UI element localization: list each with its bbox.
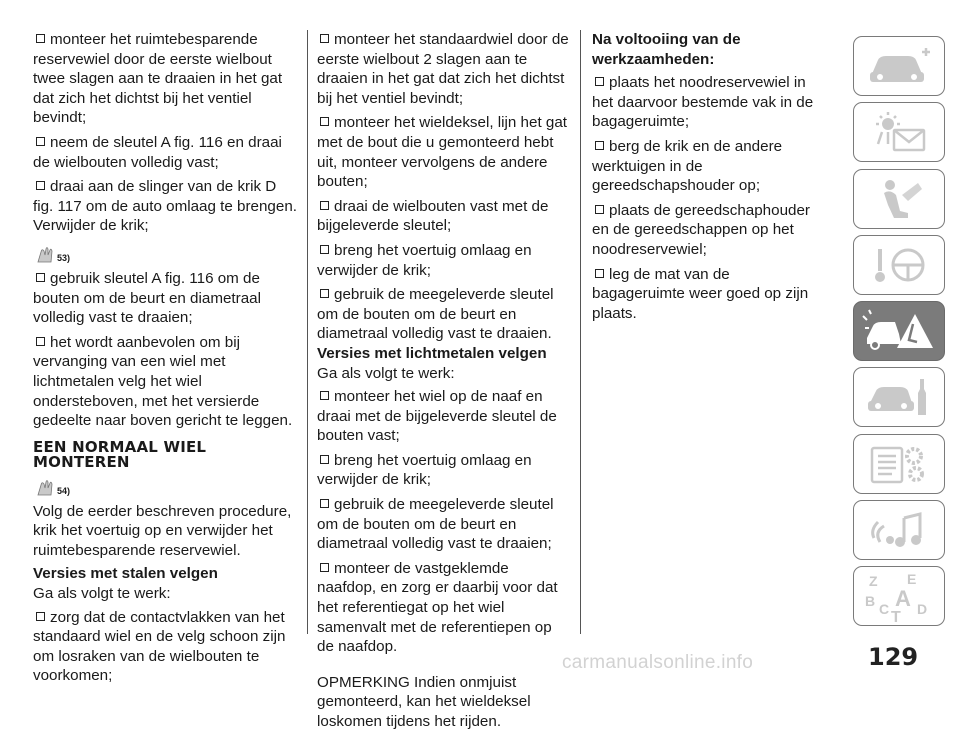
warning-reference: 54) xyxy=(35,474,299,496)
checkbox-bullet-icon xyxy=(320,455,329,464)
tab-starting-driving[interactable] xyxy=(853,235,945,295)
index-letter: C xyxy=(879,601,890,618)
list-item: gebruik de meegeleverde sleutel om de bouten om de beurt en diametraal volledig vast te draaien. xyxy=(317,286,554,343)
section-heading: EEN NORMAAL WIEL MONTEREN xyxy=(33,437,207,471)
subheading: Na voltooiing van de werkzaamheden: xyxy=(592,31,741,68)
note-paragraph: OPMERKING Indien onmjuist gemonteerd, kan het wieldeksel loskomen tijdens het rijden. xyxy=(317,673,531,730)
light-envelope-icon xyxy=(864,110,934,154)
checkbox-bullet-icon xyxy=(595,141,604,150)
warning-hand-icon xyxy=(35,245,55,263)
index-letter: Z xyxy=(869,573,878,590)
checkbox-bullet-icon xyxy=(320,117,329,126)
column-3 xyxy=(592,30,824,328)
tab-maintenance[interactable] xyxy=(853,367,945,427)
watermark: carmanualsonline.info xyxy=(562,652,754,673)
list-item: monteer het wieldeksel, lijn het gat met de bout die u gemonteerd hebt uit, monteer vervolgens de andere bouten; xyxy=(317,114,568,191)
checkbox-bullet-icon xyxy=(36,137,45,146)
tab-specifications[interactable] xyxy=(853,434,945,494)
list-item: monteer de vastgeklemde naafdop, en zorg er daarbij voor dat het referentiegat op het wiel samenvalt met de referentiepen op de naafdop. xyxy=(317,559,558,656)
subheading: Versies met stalen velgen xyxy=(33,565,218,583)
checkbox-bullet-icon xyxy=(595,77,604,86)
list-item: gebruik de meegeleverde sleutel om de bouten om de beurt en diametraal volledig vast te draaien; xyxy=(317,496,554,553)
column-divider xyxy=(307,30,308,634)
index-letter: E xyxy=(907,571,917,588)
checkbox-bullet-icon xyxy=(320,34,329,43)
list-item: het wordt aanbevolen om bij vervanging van een wiel met lichtmetalen velg het wiel ondersteboven, met het versierde gedeelte naar boven gericht te leggen. xyxy=(33,333,293,430)
seat-airbag-icon xyxy=(864,177,934,221)
list-item: gebruik sleutel A fig. 116 om de bouten om de beurt en diametraal volledig vast te draaien; xyxy=(33,269,261,327)
car-maintenance-icon xyxy=(864,375,934,419)
paragraph: Ga als volgt te werk: xyxy=(33,585,171,603)
tab-safety[interactable] xyxy=(853,169,945,229)
chapter-sidebar xyxy=(853,36,945,633)
tab-emergency[interactable] xyxy=(853,301,945,361)
column-1 xyxy=(33,30,299,691)
key-steering-wheel-icon xyxy=(864,243,934,287)
list-item: plaats de gereedschaphouder en de gereedschappen op het noodreservewiel; xyxy=(592,201,810,258)
warning-hand-icon xyxy=(35,478,55,496)
list-item: draai de wielbouten vast met de bijgeleverde sleutel; xyxy=(317,197,549,235)
list-item: breng het voertuig omlaag en verwijder de krik; xyxy=(317,451,532,489)
list-item: zorg dat de contactvlakken van het standaard wiel en de velg schoon zijn om losraken van de wielbouten te voorkomen; xyxy=(33,608,286,685)
list-item: plaats het noodreservewiel in het daarvoor bestemde vak in de bagageruimte; xyxy=(592,74,814,131)
index-letter: B xyxy=(865,593,876,610)
tab-index[interactable] xyxy=(853,566,945,626)
checkbox-bullet-icon xyxy=(595,269,604,278)
list-item: monteer het wiel op de naaf en draai met de bijgeleverde sleutel de bouten vast; xyxy=(317,388,557,445)
list-item: berg de krik en de andere werktuigen in de gereedschapshouder op; xyxy=(592,137,783,195)
paragraph: Volg de eerder beschreven procedure, krik het voertuig op en verwijder het ruimtebesparende reservewiel. xyxy=(33,502,292,559)
paragraph: Ga als volgt te werk: xyxy=(317,364,455,382)
checkbox-bullet-icon xyxy=(36,337,45,346)
car-dashboard-icon xyxy=(864,44,934,88)
index-letter: T xyxy=(891,609,901,625)
checkbox-bullet-icon xyxy=(36,273,45,282)
checkbox-bullet-icon xyxy=(595,205,604,214)
column-2 xyxy=(317,30,572,736)
tab-multimedia[interactable] xyxy=(853,500,945,560)
checkbox-bullet-icon xyxy=(320,563,329,572)
index-letter: D xyxy=(917,601,928,618)
list-item: draai aan de slinger van de krik D fig. 117 om de auto omlaag te brengen. Verwijder de krik; xyxy=(33,178,297,235)
checkbox-bullet-icon xyxy=(36,34,45,43)
checkbox-bullet-icon xyxy=(36,612,45,621)
list-item: monteer het ruimtebesparende reservewiel door de eerste wielbout twee slagen aan te draaien in het gat dat zich het dichtst bij het ventiel bevindt; xyxy=(33,31,283,127)
multimedia-icon xyxy=(864,508,934,552)
list-item: breng het voertuig omlaag en verwijder de krik; xyxy=(317,241,532,279)
checkbox-bullet-icon xyxy=(320,245,329,254)
specifications-gears-icon xyxy=(864,442,934,486)
page-number: 129 xyxy=(868,643,919,671)
checkbox-bullet-icon xyxy=(320,391,329,400)
checkbox-bullet-icon xyxy=(36,181,45,190)
emergency-warning-icon xyxy=(861,308,937,354)
checkbox-bullet-icon xyxy=(320,201,329,210)
list-item: monteer het standaardwiel door de eerste wielbout 2 slagen aan te draaien in het gat dat zich het dichtst bij het ventiel bevindt; xyxy=(317,31,569,107)
checkbox-bullet-icon xyxy=(320,499,329,508)
index-letters-icon xyxy=(859,568,939,624)
subheading: Versies met lichtmetalen velgen xyxy=(317,344,547,362)
index-letter: A xyxy=(895,586,911,612)
checkbox-bullet-icon xyxy=(320,289,329,298)
list-item: neem de sleutel A fig. 116 en draai de wielbouten volledig vast; xyxy=(33,133,282,171)
tab-lights[interactable] xyxy=(853,102,945,162)
tab-dashboard[interactable] xyxy=(853,36,945,96)
warning-reference: 53) xyxy=(35,241,299,263)
list-item: leg de mat van de bagageruimte weer goed op zijn plaats. xyxy=(592,265,809,322)
column-divider xyxy=(580,30,581,634)
